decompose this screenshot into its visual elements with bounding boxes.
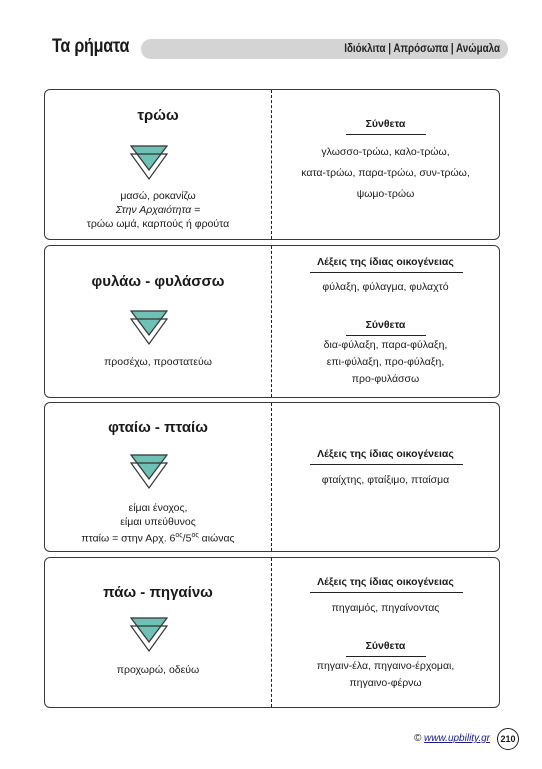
card-right-column [272, 558, 499, 707]
header-subtitle: Ιδιόκλιτα | Απρόσωπα | Ανώμαλα [344, 41, 500, 55]
verb-card-1 [44, 89, 500, 240]
list-item: δια-φύλαξη, παρα-φύλαξη, [323, 339, 448, 351]
compound-list [272, 142, 499, 205]
card-left-column [45, 246, 271, 397]
meaning-line: προχωρώ, οδεύω [116, 664, 200, 676]
card-left-column [45, 403, 271, 551]
compound-list [272, 337, 499, 388]
meaning-line: τρώω ωμά, καρπούς ή φρούτα [86, 218, 230, 230]
verb-card-3 [44, 402, 500, 552]
card-left-column [45, 90, 271, 239]
triangle-arrow-icon [127, 451, 171, 491]
verb-meaning [45, 501, 271, 546]
title-underline [346, 134, 426, 135]
title-underline [346, 656, 426, 657]
list-item: πηγαιν-έλα, πηγαινο-έρχομαι, [316, 660, 455, 672]
verb-heading: φταίω - πταίω [108, 419, 208, 436]
verb-heading: πάω - πηγαίνω [103, 584, 213, 601]
list-item: προ-φυλάσσω [351, 373, 420, 385]
page-number: 210 [497, 728, 519, 750]
verb-card-2 [44, 245, 500, 398]
list-item: κατα-τρώω, παρα-τρώω, συν-τρώω, [301, 167, 470, 179]
family-list [272, 472, 499, 489]
card-right-column [272, 246, 499, 397]
family-title: Λέξεις της ίδιας οικογένειας [317, 576, 454, 588]
triangle-arrow-icon [127, 142, 171, 182]
family-title: Λέξεις της ίδιας οικογένειας [317, 256, 454, 268]
list-item: επι-φύλαξη, προ-φύλαξη, [326, 356, 445, 368]
header-bar [141, 39, 508, 59]
verb-heading: τρώω [137, 107, 179, 124]
card-left-column [45, 558, 271, 707]
family-title: Λέξεις της ίδιας οικογένειας [317, 448, 454, 460]
meaning-line: είμαι υπεύθυνος [120, 516, 196, 528]
meaning-line: πταίω = στην Αρχ. $6^{o\varsigma}/5^{o\varsigma}$ αιώνας [81, 532, 235, 545]
page-title: Τα ρήματα [52, 36, 130, 57]
list-item: ψωμο-τρώω [356, 188, 415, 200]
family-list [272, 600, 499, 617]
title-underline [310, 272, 463, 273]
card-right-column [272, 90, 499, 239]
website-link[interactable]: www.upbility.gr [424, 733, 490, 744]
list-item: πηγαινο-φέρνω [349, 677, 422, 689]
meaning-line: Στην Αρχαιότητα = [115, 204, 201, 216]
list-item: γλωσσο-τρώω, καλο-τρώω, [321, 146, 450, 158]
list-item: πηγαιμός, πηγαίνοντας [331, 602, 440, 614]
title-underline [346, 335, 426, 336]
verb-meaning [45, 189, 271, 231]
card-right-column [272, 403, 499, 551]
title-underline [310, 592, 463, 593]
family-list [272, 279, 499, 296]
compound-title: Σύνθετα [365, 118, 406, 130]
verb-meaning [45, 355, 271, 369]
list-item: φταίχτης, φταίξιμο, πταίσμα [321, 474, 450, 486]
verb-meaning [45, 663, 271, 677]
meaning-line: είμαι ένοχος, [128, 502, 188, 514]
verb-card-4 [44, 557, 500, 708]
compound-title: Σύνθετα [365, 319, 406, 331]
triangle-arrow-icon [127, 307, 171, 347]
meaning-line: μασώ, ροκανίζω [120, 190, 196, 202]
compound-title: Σύνθετα [365, 640, 406, 652]
compound-list [272, 658, 499, 692]
verb-heading: φυλάω - φυλάσσω [91, 273, 225, 290]
title-underline [310, 464, 463, 465]
list-item: φύλαξη, φύλαγμα, φυλαχτό [322, 281, 449, 293]
footer-copyright [414, 733, 490, 744]
triangle-arrow-icon [127, 614, 171, 654]
copyright-symbol: © [413, 733, 422, 744]
meaning-line: προσέχω, προστατεύω [104, 356, 212, 368]
